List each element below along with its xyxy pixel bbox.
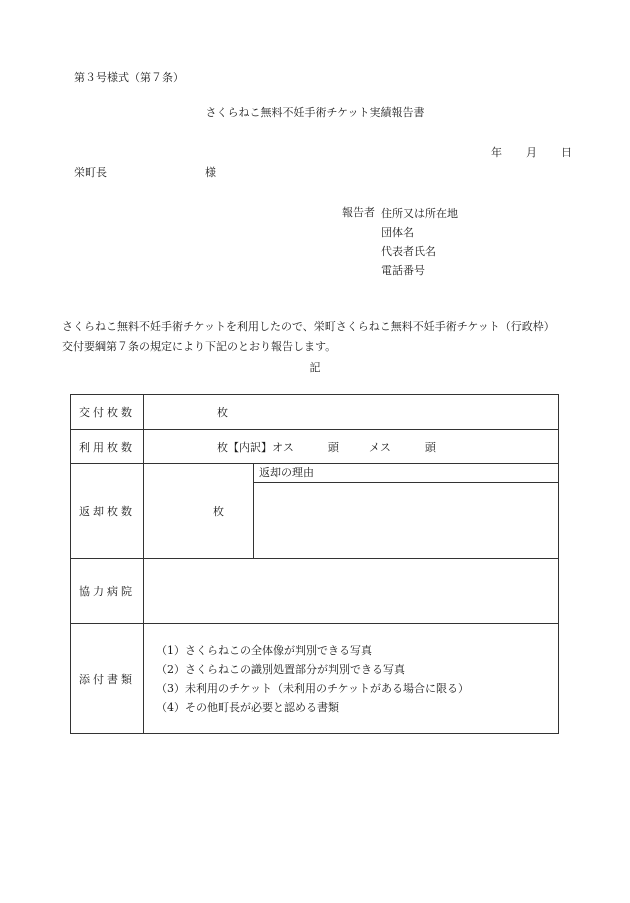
attachments-list	[144, 624, 559, 734]
report-statement-line1: さくらねこ無料不妊手術チケットを利用したので、栄町さくらねこ無料不妊手術チケット（行政枠）	[62, 320, 555, 333]
attachment-item: （4）その他町長が必要と認める書類	[156, 700, 339, 714]
date-day: 日	[561, 146, 572, 159]
returned-count-field[interactable]	[144, 464, 254, 559]
report-table	[70, 394, 559, 734]
reporter-organization-field[interactable]: 団体名	[381, 226, 414, 239]
addressee-honorific: 様	[205, 166, 216, 179]
issued-row	[71, 395, 559, 430]
reporter-phone-field[interactable]: 電話番号	[381, 264, 425, 277]
reporter-representative-field[interactable]: 代表者氏名	[381, 245, 436, 258]
form-number: 第３号様式（第７条）	[74, 71, 184, 84]
report-statement-line2: 交付要綱第７条の規定により下記のとおり報告します。	[62, 340, 337, 353]
attachment-item: （1）さくらねこの全体像が判別できる写真	[156, 643, 372, 657]
report-statement	[62, 297, 562, 357]
return-reason-cell	[254, 464, 559, 559]
attachment-item: （2）さくらねこの識別処置部分が判別できる写真	[156, 662, 405, 676]
return-reason-label: 返却の理由	[254, 464, 558, 483]
date-line	[491, 144, 572, 160]
female-unit: 頭	[424, 440, 436, 454]
used-breakdown-label: 【内訳】	[228, 440, 272, 454]
issued-unit: 枚	[217, 406, 228, 419]
ki-heading: 記	[309, 361, 321, 374]
attachment-item: （3）未利用のチケット（未利用のチケットがある場合に限る）	[156, 681, 470, 695]
male-label: オス	[272, 440, 294, 454]
used-count-field[interactable]	[144, 430, 559, 464]
reporter-address-field[interactable]: 住所又は所在地	[381, 207, 458, 220]
used-unit: 枚	[217, 440, 228, 454]
used-label: 利用枚数	[71, 430, 144, 464]
reporter-label: 報告者	[342, 206, 375, 219]
issued-count-field[interactable]	[144, 395, 559, 430]
used-row	[71, 430, 559, 464]
male-unit: 頭	[327, 440, 339, 454]
hospital-field[interactable]	[144, 559, 559, 624]
date-month: 月	[526, 146, 537, 159]
date-year: 年	[491, 146, 502, 159]
returned-unit: 枚	[213, 505, 224, 518]
addressee: 栄町長	[74, 166, 107, 179]
return-reason-field[interactable]	[254, 483, 558, 557]
attachments-row	[71, 624, 559, 734]
female-label: メス	[368, 440, 391, 454]
returned-row	[71, 464, 559, 559]
document-title: さくらねこ無料不妊手術チケット実績報告書	[205, 106, 425, 119]
returned-label: 返却枚数	[71, 464, 144, 559]
attachments-label: 添付書類	[71, 624, 144, 734]
reporter-fields	[381, 204, 458, 280]
issued-label: 交付枚数	[71, 395, 144, 430]
hospital-label: 協力病院	[71, 559, 144, 624]
hospital-row	[71, 559, 559, 624]
